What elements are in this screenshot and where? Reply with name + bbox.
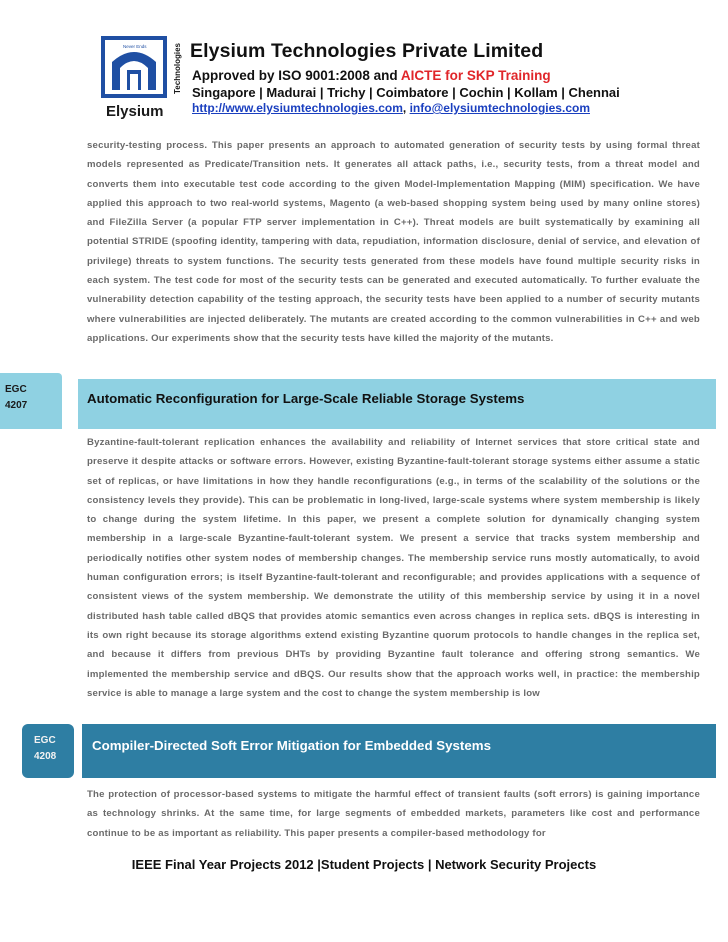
intro-paragraph: security-testing process. This paper presents an approach to automated generation of security tests by using formal threat models represented as Predicate/Transition nets. It generates all attack paths, i.e., security tests, from a threat model and converts them into executable test code according to the given Model-Implementation Mapping (MIM) specification. We have applied this approach to two real-world systems, Magento (a web-based shopping system being used by many online stores) and FileZilla Server (a popular FTP server implementation in C++). Threat models are built systematically by examining all potential STRIDE (spoofing identity, tampering with data, repudiation, information disclosure, denial of service, and elevation of privilege) threats to system functions. The security tests generated from these models have found multiple security risks in each system. The test code for most of the security tests can be generated and executed automatically. To further evaluate the vulnerability detection capability of the testing approach, the security tests have been applied to a number of security mutants where vulnerabilities are injected deliberately. The mutants are created according to the common vulnerabilities in C++ and web applications. Our experiments show that the security tests have killed the majority of the mutants.	[87, 140, 700, 344]
project-title-bar	[82, 724, 716, 778]
project-header-4208	[22, 724, 716, 778]
project-code-label: EGC	[34, 735, 56, 746]
page-footer: IEEE Final Year Projects 2012 |Student Projects | Network Security Projects	[131, 857, 597, 872]
project-title-bar	[78, 379, 716, 429]
svg-text:Technologies: Technologies	[173, 43, 182, 94]
project-title: Compiler-Directed Soft Error Mitigation for Embedded Systems	[92, 738, 491, 753]
project-code-label: EGC	[5, 384, 27, 395]
elysium-logo	[100, 36, 186, 122]
project-title: Automatic Reconfiguration for Large-Scale Reliable Storage Systems	[87, 391, 525, 406]
approval-highlight: AICTE for SKP Training	[400, 68, 551, 83]
office-locations: Singapore | Madurai | Trichy | Coimbatore | Cochin | Kollam | Chennai	[192, 85, 620, 100]
link-separator: ,	[402, 101, 410, 115]
project-abstract-4208: The protection of processor-based systems to mitigate the harmful effect of transient faults (soft errors) is gaining importance as technology shrinks. At the same time, for large segments of embedded markets, parameters like cost and performance continue to be as important as reliability. This paper presents a compiler-based methodology for	[87, 789, 700, 839]
approval-text: Approved by ISO 9001:2008 and	[192, 68, 401, 83]
project-code-badge	[0, 373, 62, 429]
project-header-4207	[0, 373, 716, 429]
project-code-number: 4208	[34, 751, 57, 762]
company-name: Elysium Technologies Private Limited	[190, 40, 544, 62]
email-link[interactable]: info@elysiumtechnologies.com	[409, 101, 590, 115]
contact-links	[192, 101, 590, 115]
project-abstract-4207: Byzantine-fault-tolerant replication enhances the availability and reliability of Internet services that store critical state and preserve it despite attacks or software errors. However, existing Byzantine-fault-tolerant storage systems either assume a static set of replicas, or have limitations in how they handle reconfigurations (e.g., in terms of the scalability of the solutions or the consistency levels they provide). This can be problematic in long-lived, large-scale systems where system membership is likely to change during the system lifetime. In this paper, we present a complete solution for dynamically changing system membership in a large-scale Byzantine-fault-tolerant system. We present a service that tracks system membership and periodically notifies other system nodes of membership changes. The membership service runs mostly automatically, to avoid human configuration errors; is itself Byzantine-fault-tolerant and reconfigurable; and provides applications with a sequence of consistent views of the system membership. We demonstrate the utility of this membership service by using it in a novel distributed hash table called dBQS that provides atomic semantics even across changes in replica sets. dBQS is interesting in its own right because its storage algorithms extend existing Byzantine quorum protocols to handle changes in the replica set, and because it differs from previous DHTs by providing Byzantine fault tolerance and offering strong semantics. We implemented the membership service and dBQS. Our results show that the approach works well, in practice: the membership service is able to manage a large system and the cost to change the system membership is low	[87, 437, 700, 699]
page-header	[0, 0, 728, 128]
project-code-number: 4207	[5, 400, 28, 411]
project-code-badge	[22, 724, 74, 778]
approval-line	[192, 68, 551, 83]
svg-text:Never Ends: Never Ends	[123, 44, 147, 49]
website-link[interactable]: http://www.elysiumtechnologies.com	[192, 101, 403, 115]
svg-text:Elysium: Elysium	[106, 103, 164, 120]
